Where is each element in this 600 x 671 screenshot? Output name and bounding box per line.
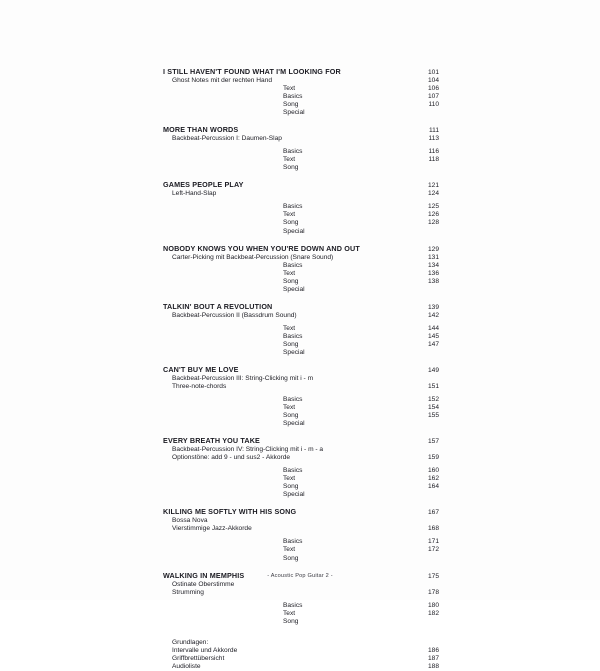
toc-item-page: 145 — [427, 332, 439, 340]
toc-item-page: 147 — [427, 340, 439, 348]
toc-item-page: 125 — [427, 203, 439, 211]
toc-sub-page: 131 — [427, 253, 439, 261]
toc-item-row[interactable] — [163, 325, 439, 333]
toc-chapter-title: EVERY BREATH YOU TAKE — [163, 436, 260, 446]
appendix-gap — [163, 626, 439, 639]
toc-item-label: Text — [283, 85, 296, 93]
toc-item-row[interactable] — [163, 602, 439, 610]
toc-item-label: Text — [283, 609, 296, 617]
toc-item-label: Text — [283, 269, 296, 277]
toc-sub-title: Vierstimmige Jazz-Akkorde — [172, 525, 252, 533]
toc-item-row[interactable] — [163, 538, 439, 546]
toc-item-page: 164 — [427, 483, 439, 491]
toc-item-page: 106 — [427, 85, 439, 93]
toc-item-label: Text — [283, 475, 296, 483]
toc-sub-row[interactable] — [163, 312, 439, 320]
toc-sub-page: 104 — [427, 77, 439, 85]
toc-item-row[interactable] — [163, 475, 439, 483]
toc-item-label: Special — [283, 420, 305, 428]
toc-item-page: 128 — [427, 219, 439, 227]
toc-appendix-page: 186 — [427, 646, 439, 654]
toc-sub-row[interactable] — [163, 135, 439, 143]
toc-item-label: Song — [283, 412, 299, 420]
toc-item-label: Special — [283, 285, 305, 293]
toc-sub-row[interactable] — [163, 517, 439, 525]
toc-item-row[interactable] — [163, 349, 439, 357]
toc-item-label: Text — [283, 404, 296, 412]
toc-chapter-page: 111 — [428, 127, 439, 135]
toc-item-row[interactable] — [163, 228, 439, 236]
toc-item-label: Basics — [283, 332, 303, 340]
toc-item-label: Song — [283, 164, 299, 172]
toc-item-label: Song — [283, 277, 299, 285]
toc-item-row[interactable] — [163, 467, 439, 475]
toc-item-label: Basics — [283, 396, 303, 403]
toc-item-label: Special — [283, 109, 305, 117]
toc-item-page: 162 — [427, 475, 439, 483]
toc-item-page: 182 — [427, 609, 439, 617]
toc-section — [163, 508, 439, 562]
toc-item-row[interactable] — [163, 555, 439, 563]
toc-section — [163, 126, 439, 172]
toc-item-row[interactable] — [163, 101, 439, 109]
toc-chapter-page: 167 — [427, 509, 439, 517]
toc-sub-title: Bossa Nova — [172, 517, 208, 525]
toc-item-row[interactable] — [163, 483, 439, 491]
toc-sub-title: Backbeat-Percussion III: String-Clicking mit i - m — [172, 374, 314, 382]
toc-sub-row[interactable] — [163, 454, 439, 462]
toc-item-row[interactable] — [163, 164, 439, 172]
toc-item-page: 134 — [427, 261, 439, 269]
toc-sub-row[interactable] — [163, 589, 439, 597]
toc-item-label: Text — [283, 211, 296, 219]
toc-section — [163, 303, 439, 357]
toc-sub-title: Ostinate Oberstimme — [172, 580, 235, 588]
toc-item-label: Special — [283, 227, 305, 235]
toc-item-label: Text — [283, 324, 296, 332]
toc-chapter-title: CAN'T BUY ME LOVE — [163, 364, 239, 374]
toc-chapter-row[interactable] — [163, 437, 439, 446]
toc-chapter-title: NOBODY KNOWS YOU WHEN YOU'RE DOWN AND OUT — [163, 243, 360, 253]
toc-sub-page: 178 — [427, 588, 439, 596]
toc-item-page: 171 — [427, 538, 439, 546]
toc-item-page: 154 — [427, 404, 439, 412]
toc-item-row[interactable] — [163, 341, 439, 349]
toc-appendix-label: Griffbrettübersicht — [172, 654, 225, 662]
toc-chapter-page: 139 — [427, 303, 439, 311]
toc-sub-page: 151 — [427, 382, 439, 390]
toc-sub-row[interactable] — [163, 375, 439, 383]
toc-item-row[interactable] — [163, 286, 439, 294]
toc-item-label: Special — [283, 491, 305, 499]
toc-chapter-page: 129 — [427, 245, 439, 253]
toc-sub-row[interactable] — [163, 581, 439, 589]
toc-appendix-row[interactable] — [163, 639, 439, 647]
toc-chapter-row[interactable] — [163, 366, 439, 375]
toc-item-label: Basics — [283, 538, 303, 546]
toc-appendix-row[interactable] — [163, 647, 439, 655]
toc-appendix-page: 187 — [427, 654, 439, 662]
toc-sub-title: Backbeat-Percussion II (Bassdrum Sound) — [172, 311, 297, 319]
toc-chapter-page: 157 — [427, 438, 439, 446]
toc-sub-row[interactable] — [163, 77, 439, 85]
toc-item-row[interactable] — [163, 109, 439, 117]
toc-sub-row[interactable] — [163, 254, 439, 262]
toc-item-label: Text — [283, 156, 296, 164]
toc-sub-title: Strumming — [172, 588, 204, 596]
toc-section — [163, 245, 439, 294]
toc-item-label: Basics — [283, 148, 303, 156]
toc-section — [163, 437, 439, 499]
toc-item-label: Song — [283, 340, 299, 348]
table-of-contents — [163, 68, 439, 671]
toc-appendix — [163, 639, 439, 671]
toc-chapter-title: MORE THAN WORDS — [163, 125, 239, 135]
toc-item-row[interactable] — [163, 412, 439, 420]
toc-sub-page: 142 — [427, 311, 439, 319]
toc-appendix-row[interactable] — [163, 663, 439, 671]
toc-item-page: 138 — [427, 277, 439, 285]
toc-item-label: Song — [283, 101, 299, 109]
toc-item-row[interactable] — [163, 156, 439, 164]
toc-item-label: Song — [283, 219, 299, 227]
toc-item-row[interactable] — [163, 618, 439, 626]
toc-chapter-row[interactable] — [163, 68, 439, 77]
toc-sub-row[interactable] — [163, 383, 439, 391]
toc-appendix-row[interactable] — [163, 655, 439, 663]
toc-section — [163, 366, 439, 428]
toc-chapter-page: 149 — [427, 366, 439, 374]
toc-item-row[interactable] — [163, 85, 439, 93]
toc-sub-title: Backbeat-Percussion IV: String-Clicking mit i - m - a — [172, 446, 324, 454]
toc-sub-title: Carter-Picking mit Backbeat-Percussion (Snare Sound) — [172, 253, 334, 261]
toc-item-page: 160 — [427, 467, 439, 475]
toc-sub-page: 168 — [427, 525, 439, 533]
toc-chapter-row[interactable] — [163, 303, 439, 312]
toc-chapter-row[interactable] — [163, 508, 439, 517]
toc-section — [163, 181, 439, 235]
toc-appendix-label: Audioliste — [172, 662, 201, 670]
toc-chapter-title: TALKIN' BOUT A REVOLUTION — [163, 301, 273, 311]
toc-item-row[interactable] — [163, 219, 439, 227]
toc-item-label: Song — [283, 617, 299, 625]
toc-chapter-page: 101 — [427, 69, 439, 76]
toc-item-page: 172 — [427, 546, 439, 554]
toc-sub-row[interactable] — [163, 190, 439, 198]
toc-chapter-row[interactable] — [163, 181, 439, 190]
toc-sub-title: Optionstöne: add 9 - und sus2 - Akkorde — [172, 454, 291, 462]
toc-item-row[interactable] — [163, 420, 439, 428]
toc-item-row[interactable] — [163, 404, 439, 412]
page-footer: - Acoustic Pop Guitar 2 - — [267, 573, 333, 579]
toc-chapter-title: I STILL HAVEN'T FOUND WHAT I'M LOOKING FOR — [163, 67, 341, 76]
toc-item-page: 116 — [428, 148, 439, 156]
toc-item-page: 155 — [427, 412, 439, 420]
toc-chapter-page: 175 — [427, 572, 439, 580]
toc-item-page: 110 — [428, 101, 439, 109]
toc-item-label: Basics — [283, 261, 303, 269]
toc-item-label: Basics — [283, 467, 303, 475]
toc-item-label: Song — [283, 554, 299, 562]
toc-item-row[interactable] — [163, 333, 439, 341]
toc-item-label: Song — [283, 483, 299, 491]
toc-sub-title: Three-note-chords — [172, 382, 227, 390]
toc-item-label: Text — [283, 546, 296, 554]
toc-section — [163, 68, 439, 117]
toc-item-page: 126 — [427, 211, 439, 219]
toc-sub-title: Left-Hand-Slap — [172, 190, 217, 198]
toc-item-label: Basics — [283, 601, 303, 609]
toc-item-row[interactable] — [163, 93, 439, 101]
toc-item-row[interactable] — [163, 270, 439, 278]
toc-chapter-title: WALKING IN MEMPHIS — [163, 570, 245, 580]
toc-item-page: 180 — [427, 601, 439, 609]
toc-sub-page: 159 — [427, 454, 439, 462]
toc-chapter-row[interactable] — [163, 245, 439, 254]
toc-item-row[interactable] — [163, 491, 439, 499]
toc-item-row[interactable] — [163, 546, 439, 554]
toc-appendix-label: Intervalle und Akkorde — [172, 646, 238, 654]
toc-sub-row[interactable] — [163, 446, 439, 454]
toc-chapter-title: KILLING ME SOFTLY WITH HIS SONG — [163, 507, 297, 517]
toc-item-row[interactable] — [163, 148, 439, 156]
toc-item-row[interactable] — [163, 278, 439, 286]
toc-sub-title: Backbeat-Percussion I: Daumen-Slap — [172, 135, 282, 143]
toc-item-label: Basics — [283, 203, 303, 211]
toc-appendix-label: Grundlagen: — [172, 638, 209, 646]
toc-item-row[interactable] — [163, 262, 439, 270]
toc-item-row[interactable] — [163, 211, 439, 219]
toc-sub-title: Ghost Notes mit der rechten Hand — [172, 77, 273, 85]
toc-section — [163, 572, 439, 626]
toc-item-page: 144 — [427, 324, 439, 332]
toc-item-row[interactable] — [163, 610, 439, 618]
toc-sub-page: 113 — [428, 135, 439, 143]
toc-item-label: Basics — [283, 93, 303, 101]
toc-item-row[interactable] — [163, 203, 439, 211]
toc-chapter-row[interactable] — [163, 126, 439, 135]
toc-item-page: 107 — [427, 93, 439, 101]
toc-item-page: 152 — [427, 396, 439, 403]
toc-chapter-page: 121 — [427, 182, 439, 190]
toc-item-label: Special — [283, 348, 305, 356]
toc-appendix-page: 188 — [427, 662, 439, 670]
toc-item-page: 136 — [427, 269, 439, 277]
toc-item-row[interactable] — [163, 396, 439, 404]
toc-item-page: 118 — [428, 156, 439, 164]
toc-chapter-title: GAMES PEOPLE PLAY — [163, 180, 244, 190]
toc-sub-row[interactable] — [163, 525, 439, 533]
toc-sub-page: 124 — [427, 190, 439, 198]
